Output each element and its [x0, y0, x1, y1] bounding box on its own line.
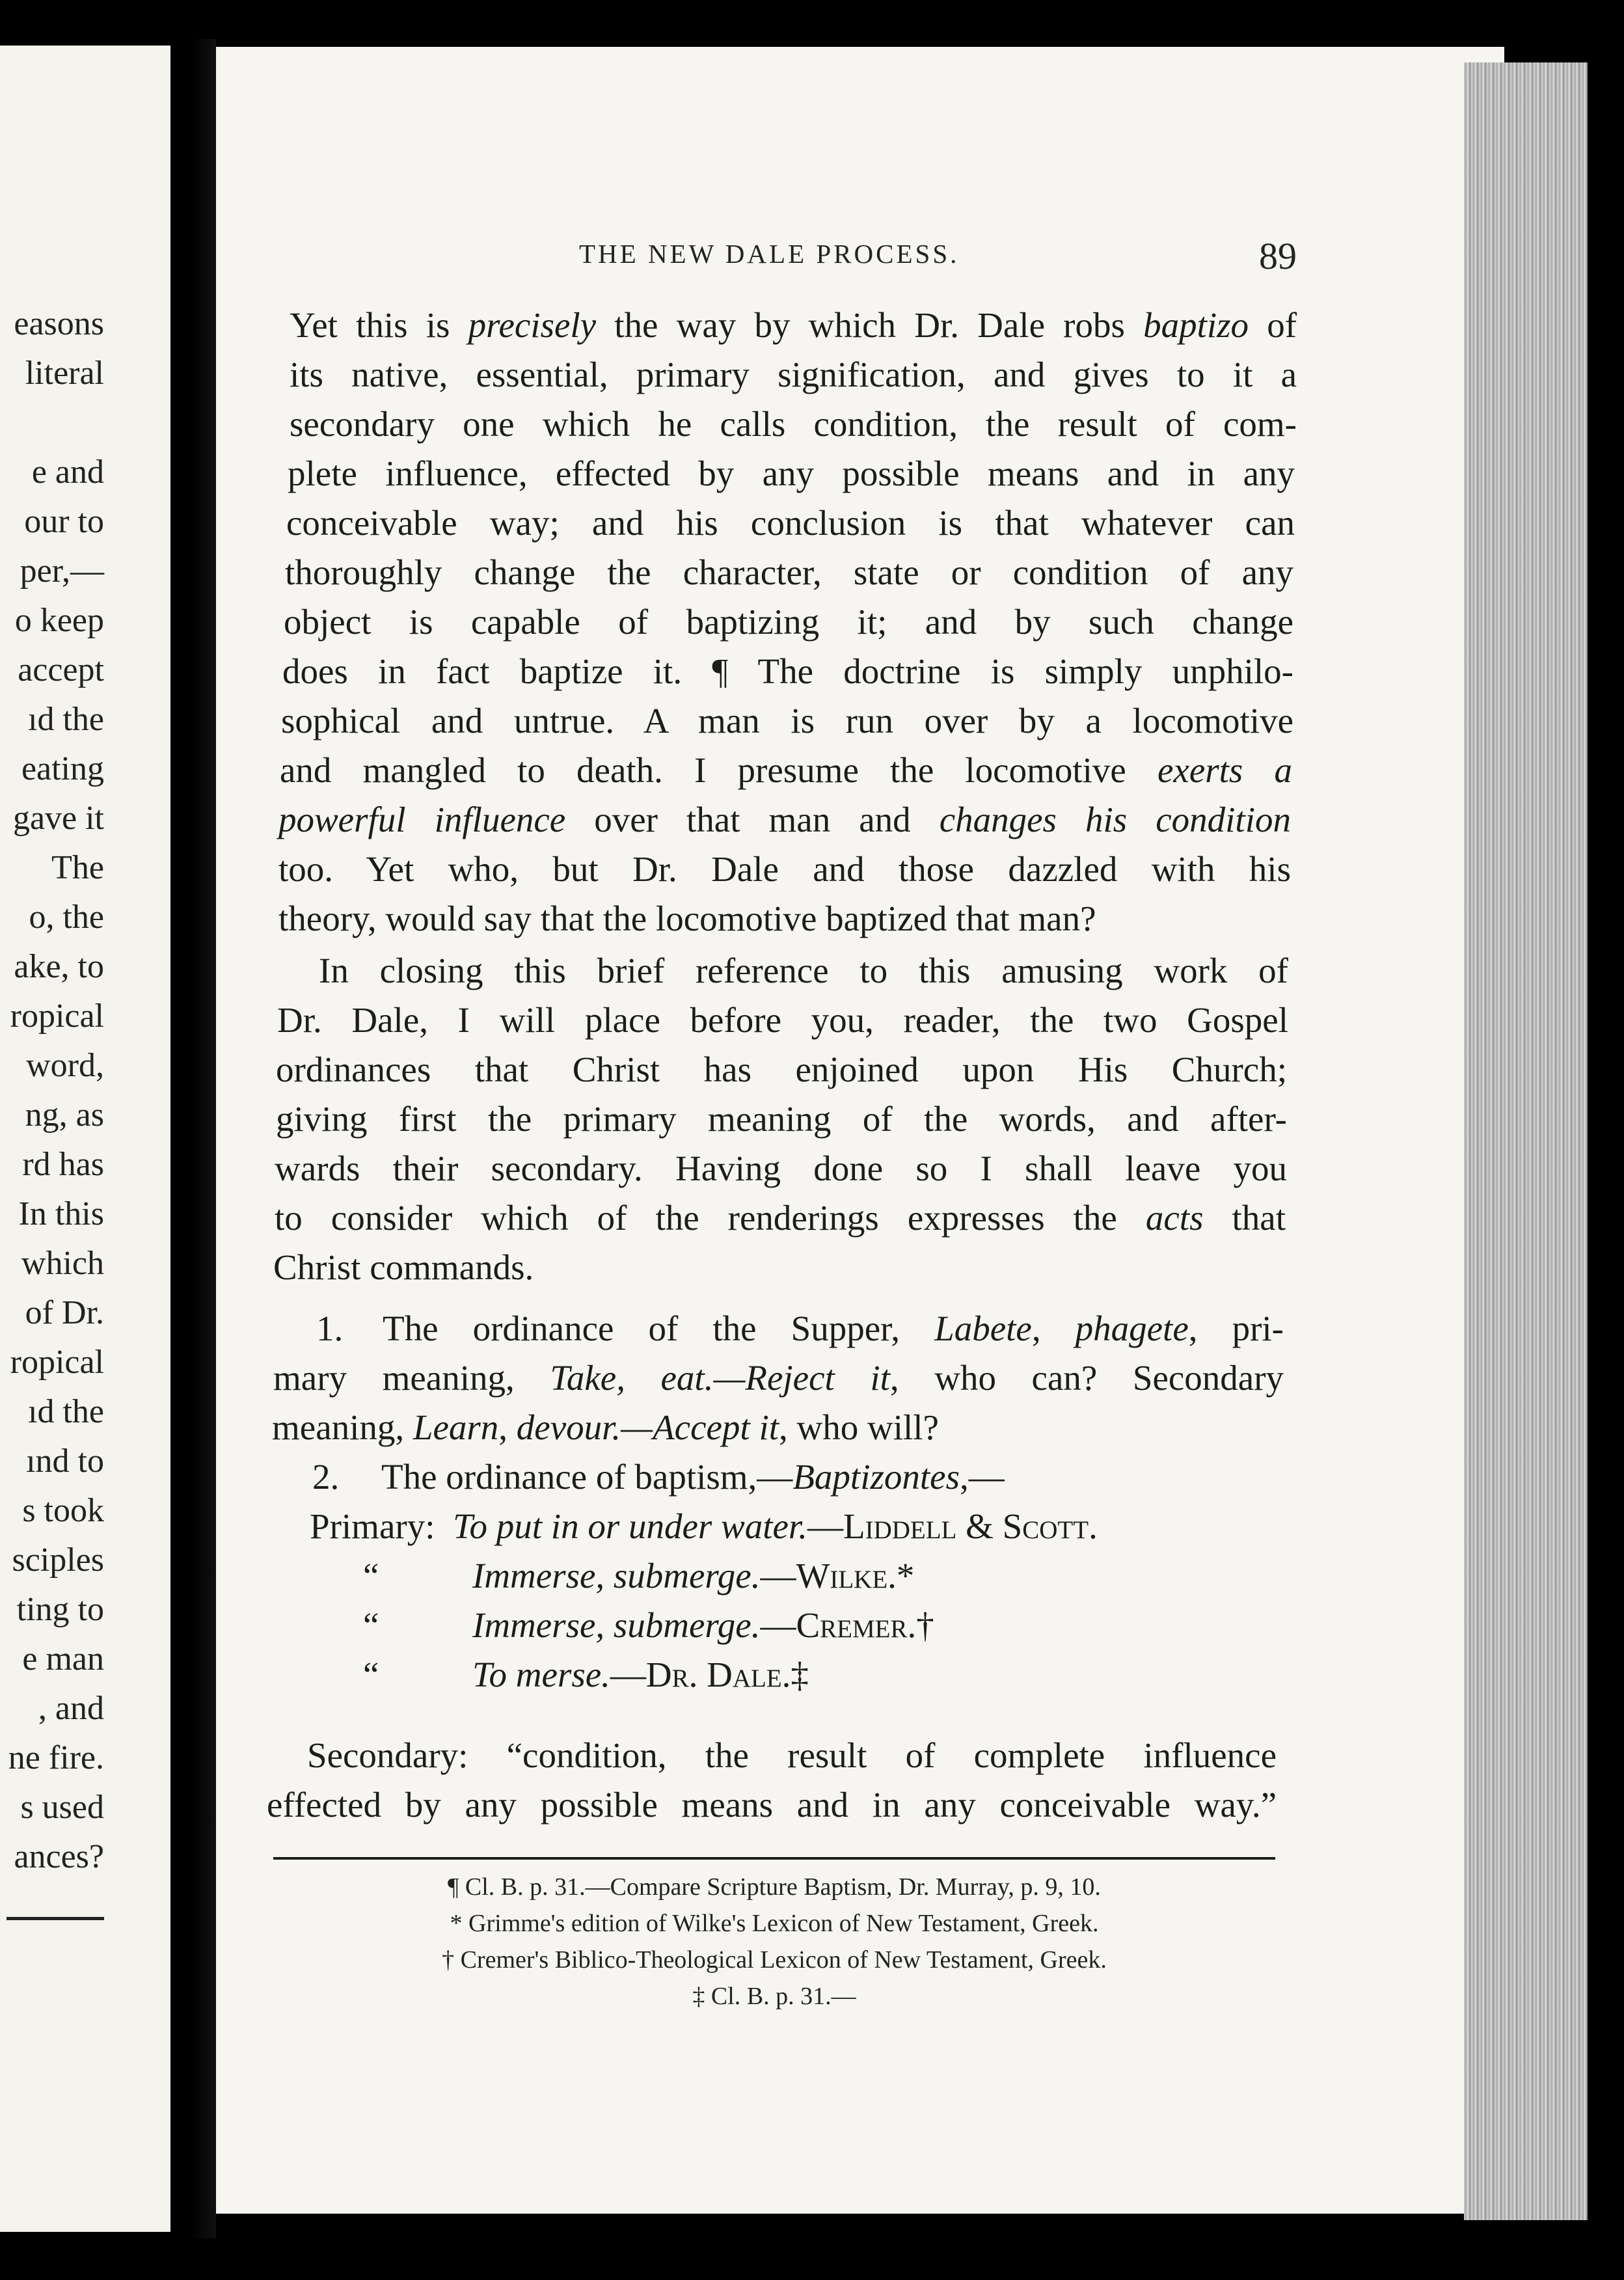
left-line: e and [31, 454, 104, 491]
left-line: eating [21, 750, 104, 787]
left-line: o keep [14, 602, 104, 639]
definition-row: Immerse, submerge.—Wilke.* [472, 1556, 915, 1595]
footnote: † Cremer's Biblico-Theological Lexicon of New Testament, Greek. [442, 1946, 1107, 1974]
body-line: The ordinance of baptism,—Baptizontes,— [381, 1457, 1005, 1497]
left-line: e man [22, 1640, 104, 1677]
body-line: In closing this brief reference to this amusing work of [319, 951, 1288, 990]
left-line: of Dr. [25, 1294, 104, 1331]
book-page-edges [1464, 62, 1588, 2220]
left-line: per,— [20, 552, 104, 590]
left-line: accept [18, 651, 104, 688]
body-line: sophical and untrue. A man is run over by a locomotive [281, 701, 1293, 740]
list-number: 2. [312, 1457, 340, 1497]
definition-row: To merse.—Dr. Dale.‡ [472, 1655, 809, 1694]
left-line: sciples [12, 1541, 104, 1579]
body-line: mary meaning, Take, eat.—Reject it, who can? Secondary [273, 1358, 1284, 1398]
left-line: ake, to [14, 948, 104, 985]
left-line: In this [18, 1195, 104, 1232]
left-line: rd has [22, 1146, 104, 1183]
body-line: conceivable way; and his conclusion is that whatever can [286, 503, 1295, 543]
left-line: ropical [10, 998, 104, 1035]
body-line: thoroughly change the character, state or condition of any [285, 552, 1293, 592]
left-line: s took [22, 1492, 104, 1529]
body-line: and mangled to death. I presume the locomotive exerts a [280, 750, 1293, 790]
body-line: giving first the primary meaning of the words, and after- [276, 1099, 1287, 1139]
left-page-rule [7, 1917, 104, 1920]
body-line: does in fact baptize it. ¶ The doctrine is simply unphilo- [282, 651, 1293, 691]
footnote: ¶ Cl. B. p. 31.—Compare Scripture Baptism, Dr. Murray, p. 9, 10. [448, 1873, 1101, 1901]
scan-border-bottom [0, 2251, 1624, 2280]
left-line: word, [26, 1047, 104, 1084]
left-line: ne fire. [8, 1739, 104, 1776]
left-line: ınd to [26, 1443, 104, 1480]
ditto-mark: “ [363, 1556, 379, 1595]
left-line: ıd the [28, 701, 104, 738]
left-line: which [21, 1245, 104, 1282]
definition-row: Primary: To put in or under water.—Liddell & Scott. [310, 1506, 1098, 1546]
body-line: Christ commands. [273, 1247, 534, 1287]
book-gutter [170, 39, 216, 2238]
left-line: The [51, 849, 104, 886]
body-line: wards their secondary. Having done so I shall leave you [275, 1148, 1287, 1188]
list-number: 1. [316, 1309, 344, 1348]
body-line: secondary one which he calls condition, the result of com- [290, 404, 1297, 444]
left-line: s used [20, 1789, 104, 1826]
body-line: powerful influence over that man and changes his condition [278, 800, 1291, 839]
body-line: effected by any possible means and in any conceivable way.” [267, 1785, 1277, 1825]
left-page-text [0, 46, 195, 2232]
left-line: ng, as [25, 1096, 104, 1133]
left-line: our to [24, 503, 104, 540]
body-line: to consider which of the renderings expresses the acts that [275, 1198, 1286, 1238]
body-line: The ordinance of the Supper, Labete, phagete, pri- [383, 1309, 1284, 1348]
footnote-rule [273, 1857, 1275, 1860]
left-line: literal [25, 355, 104, 392]
left-line: o, the [29, 899, 104, 936]
body-line: Yet this is precisely the way by which Dr. Dale robs baptizo of [290, 305, 1297, 345]
left-line: gave it [12, 800, 104, 837]
definition-row: Immerse, submerge.—Cremer.† [472, 1605, 934, 1645]
footnote: * Grimme's edition of Wilke's Lexicon of New Testament, Greek. [450, 1910, 1099, 1937]
left-page [0, 46, 195, 2232]
body-line: too. Yet who, but Dr. Dale and those dazzled with his [278, 849, 1291, 889]
body-line: meaning, Learn, devour.—Accept it, who will? [272, 1407, 939, 1447]
footnote: ‡ Cl. B. p. 31.— [692, 1983, 856, 2010]
left-line: ances? [14, 1838, 104, 1875]
left-line: ıd the [28, 1393, 104, 1430]
left-line: ting to [16, 1591, 104, 1628]
page-number: 89 [1259, 235, 1297, 277]
body-line: object is capable of baptizing it; and by such change [284, 602, 1293, 642]
body-line: Dr. Dale, I will place before you, reader, the two Gospel [277, 1000, 1288, 1040]
ditto-mark: “ [363, 1605, 379, 1645]
ditto-mark: “ [363, 1655, 379, 1694]
running-head: THE NEW DALE PROCESS. [579, 239, 960, 269]
body-line: ordinances that Christ has enjoined upon His Church; [276, 1050, 1287, 1089]
left-line: ropical [10, 1344, 104, 1381]
scan-border [1588, 39, 1624, 2238]
body-line: Secondary: “condition, the result of complete influence [307, 1735, 1277, 1775]
body-line: its native, essential, primary signification, and gives to it a [290, 355, 1297, 394]
left-line: , and [38, 1690, 104, 1727]
body-line: plete influence, effected by any possible means and in any [288, 454, 1295, 493]
left-line: easons [14, 305, 104, 342]
body-line: theory, would say that the locomotive baptized that man? [278, 899, 1096, 938]
